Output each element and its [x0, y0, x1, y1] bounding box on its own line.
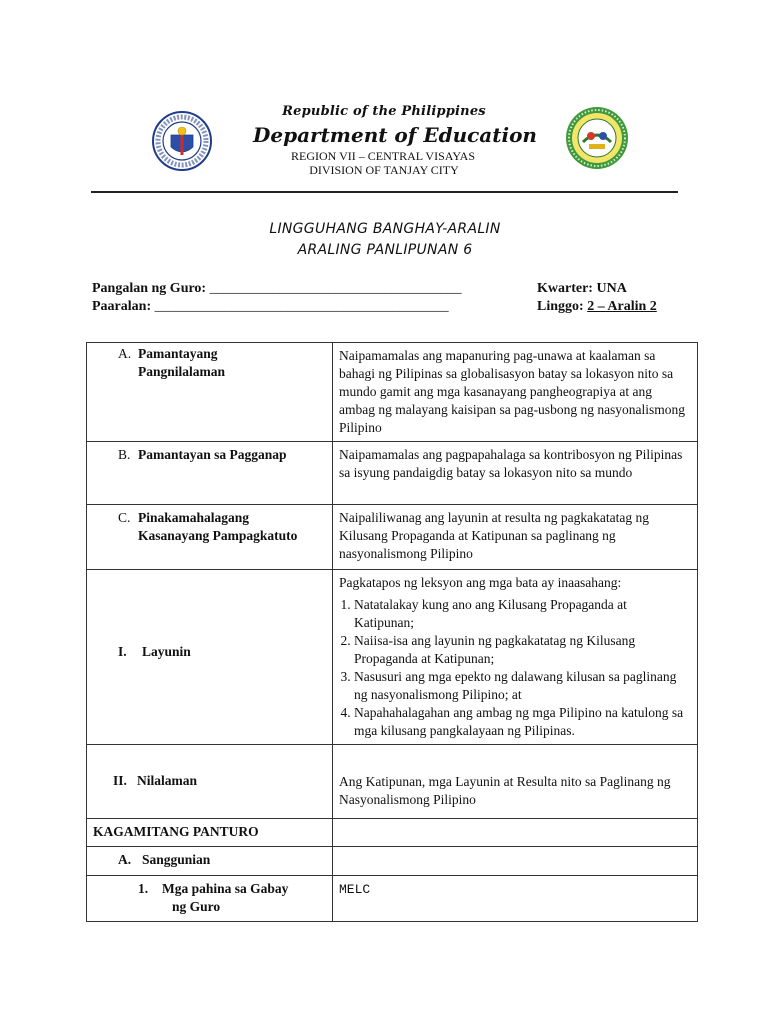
row-letter: A. — [118, 852, 132, 867]
objectives-intro: Pagkatapos ng leksyon ang mga bata ay inaasahang: — [339, 575, 622, 590]
objectives-list — [339, 596, 690, 740]
row-content — [333, 847, 698, 876]
table-row — [87, 847, 698, 876]
row-letter: C. — [118, 510, 131, 525]
row-label-cell — [87, 343, 333, 442]
row-label: Pinakamahalagang — [138, 510, 250, 525]
row-content — [333, 745, 698, 819]
row-numeral: II. — [113, 773, 127, 788]
row-number: 1. — [138, 881, 149, 896]
row-label-cell — [87, 819, 333, 847]
row-content — [333, 876, 698, 922]
republic-heading: Republic of the Philippines — [282, 104, 486, 119]
row-content: Naipaliliwanag ang layunin at resulta ng pagkakatatag ng Kilusang Propaganda at Katipunan sa paglinang ng nasyonalismong Pilipino — [333, 505, 698, 570]
row-label: Mga pahina sa Gabay — [162, 881, 289, 896]
division-heading: DIVISION OF TANJAY CITY — [309, 163, 459, 177]
row-label-cell — [87, 745, 333, 819]
table-row — [87, 745, 698, 819]
row-label: Pamantayan sa Pagganap — [138, 447, 287, 462]
row-content — [333, 819, 698, 847]
school-blank: __________________________________________ — [154, 299, 449, 314]
row-label: Sanggunian — [142, 852, 211, 867]
row-label-cell — [87, 876, 333, 922]
row-label-cell — [87, 442, 333, 505]
row-content: Naipamamalas ang pagpapahalaga sa kontribosyon ng Pilipinas sa isyung pandaigdig batay sa lokasyon nito sa mundo — [333, 442, 698, 505]
row-letter: A. — [118, 346, 132, 361]
row-label-cell — [87, 505, 333, 570]
list-item: 2. Naiisa-isa ang layunin ng pagkakatatag ng Kilusang Propaganda at Katipunan; — [354, 632, 690, 668]
row-label-cell — [87, 570, 333, 745]
subject-title: ARALING PANLIPUNAN 6 — [297, 242, 473, 258]
week-field — [537, 299, 657, 315]
school-label: Paaralan: — [92, 299, 152, 314]
row-letter: B. — [118, 447, 131, 462]
row-label: Pamantayang — [138, 346, 218, 361]
row-numeral: I. — [118, 644, 127, 659]
quarter-value: UNA — [596, 281, 627, 296]
header-divider — [91, 191, 678, 193]
row-content: Naipamamalas ang mapanuring pag-unawa at kaalaman sa bahagi ng Pilipinas sa globalisasyon batay sa lokasyon nito sa mundo gamit ang mga kasanayang pangheograpiya at ang ambag ng malayang kaisipan sa pag-usbong ng nasyonalismong Pilipino — [333, 343, 698, 442]
row-label: Pangnilalaman — [138, 364, 226, 379]
quarter-field — [537, 281, 627, 297]
row-label: Kasanayang Pampagkatuto — [138, 528, 298, 543]
plan-title: LINGGUHANG BANGHAY-ARALIN — [269, 221, 501, 237]
row-label: ng Guro — [172, 899, 221, 914]
content-text: Ang Katipunan, mga Layunin at Resulta nito sa Paglinang ng Nasyonalismong Pilipino — [339, 774, 671, 807]
lesson-plan-table — [86, 342, 698, 922]
table-row — [87, 570, 698, 745]
row-label: KAGAMITANG PANTURO — [93, 824, 259, 839]
week-label: Linggo: — [537, 299, 584, 314]
list-item: 1. Natatalakay kung ano ang Kilusang Propaganda at Katipunan; — [354, 596, 690, 632]
list-item: 3. Nasusuri ang mga epekto ng dalawang kilusan sa paglinang ng nasyonalismong Pilipino; at — [354, 668, 690, 704]
table-row — [87, 505, 698, 570]
row-label-cell — [87, 847, 333, 876]
table-row — [87, 876, 698, 922]
teacher-blank: ____________________________________ — [209, 281, 462, 296]
row-label: Nilalaman — [137, 773, 198, 788]
quarter-label: Kwarter: — [537, 281, 593, 296]
school-field — [92, 299, 449, 315]
teacher-name-field — [92, 281, 462, 297]
table-row — [87, 343, 698, 442]
table-row — [87, 442, 698, 505]
row-label: Layunin — [142, 644, 191, 659]
table-row — [87, 819, 698, 847]
teacher-label: Pangalan ng Guro: — [92, 281, 207, 296]
department-heading: Department of Education — [253, 123, 537, 147]
region-heading: REGION VII – CENTRAL VISAYAS — [290, 149, 475, 163]
objectives-cell — [333, 570, 698, 745]
list-item: 4. Napahahalagahan ang ambag ng mga Pilipino na katulong sa mga kilusang pangkalayaan ng Pilipinas. — [354, 704, 690, 740]
week-value: 2 – Aralin 2 — [587, 299, 657, 314]
content-text: MELC — [339, 882, 371, 897]
